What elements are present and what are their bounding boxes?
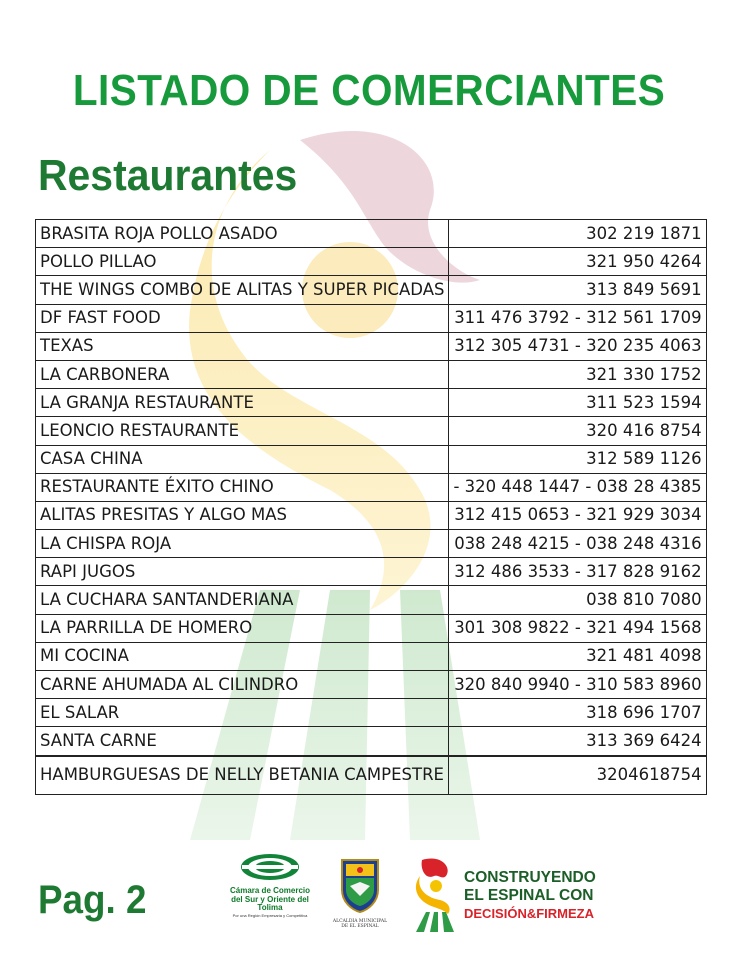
merchant-phone: 311 476 3792 - 312 561 1709 [449, 304, 706, 332]
table-row [36, 727, 707, 756]
camara-name-line2: del Sur y Oriente del Tolima [231, 894, 309, 912]
merchant-name: ALITAS PRESITAS Y ALGO MAS [36, 501, 449, 529]
merchant-phone: - 320 448 1447 - 038 28 4385 [449, 473, 706, 501]
table-row [36, 248, 707, 276]
merchant-name: LA CUCHARA SANTANDERIANA [36, 586, 449, 614]
table-row [36, 304, 707, 332]
merchant-phone: 312 486 3533 - 317 828 9162 [449, 558, 706, 586]
section-title: Restaurantes [38, 151, 298, 200]
merchant-name: LA CHISPA ROJA [36, 530, 449, 558]
construyendo-espinal-logo [412, 854, 612, 934]
merchant-phone: 320 416 8754 [449, 417, 706, 445]
alcaldia-line2: DE EL ESPINAL [341, 924, 379, 929]
merchant-phone: 313 849 5691 [449, 276, 706, 304]
coat-of-arms-icon [338, 856, 382, 914]
merchant-phone: 311 523 1594 [449, 389, 706, 417]
merchants-table [35, 219, 707, 795]
merchant-phone: 312 415 0653 - 321 929 3034 [449, 501, 706, 529]
alcaldia-logo [332, 856, 388, 929]
merchant-phone: 3204618754 [449, 756, 706, 795]
table-row [36, 360, 707, 388]
alcaldia-line1: ALCALDIA MUNICIPAL [332, 919, 388, 924]
merchant-phone: 318 696 1707 [449, 699, 706, 727]
table-row [36, 614, 707, 642]
merchant-name: TEXAS [36, 332, 449, 360]
merchant-name: MI COCINA [36, 642, 449, 670]
merchant-name: LA PARRILLA DE HOMERO [36, 614, 449, 642]
camara-tagline: Por una Región Empresaria y Competitiva [232, 912, 308, 918]
merchant-name: LA GRANJA RESTAURANTE [36, 389, 449, 417]
merchant-name: THE WINGS COMBO DE ALITAS Y SUPER PICADAS [36, 276, 449, 304]
table-row [36, 642, 707, 670]
table-row [36, 276, 707, 304]
camara-de-comercio-logo [220, 852, 320, 918]
espinal-emblem-icon [412, 854, 460, 932]
table-row [36, 586, 707, 614]
merchant-phone: 038 810 7080 [449, 586, 706, 614]
espinal-line2: EL ESPINAL CON [464, 887, 594, 904]
merchant-phone: 302 219 1871 [449, 220, 706, 248]
merchant-name: HAMBURGUESAS DE NELLY BETANIA CAMPESTRE [36, 756, 449, 795]
merchant-phone: 312 305 4731 - 320 235 4063 [449, 332, 706, 360]
table-row [36, 530, 707, 558]
table-row [36, 220, 707, 248]
merchant-phone: 312 589 1126 [449, 445, 706, 473]
table-row [36, 501, 707, 529]
table-row [36, 671, 707, 699]
table-row [36, 417, 707, 445]
table-row [36, 756, 707, 795]
merchant-phone: 321 950 4264 [449, 248, 706, 276]
merchant-name: LA CARBONERA [36, 360, 449, 388]
espinal-line3: DECISIÓN&FIRMEZA [464, 906, 594, 921]
page-title: LISTADO DE COMERCIANTES [72, 66, 666, 115]
table-row [36, 558, 707, 586]
espinal-line1: CONSTRUYENDO [464, 869, 596, 886]
merchant-name: EL SALAR [36, 699, 449, 727]
merchant-phone: 038 248 4215 - 038 248 4316 [449, 530, 706, 558]
merchant-phone: 321 330 1752 [449, 360, 706, 388]
page-number: Pag. 2 [38, 878, 147, 922]
merchant-phone: 313 369 6424 [449, 727, 706, 756]
merchant-name: CARNE AHUMADA AL CILINDRO [36, 671, 449, 699]
merchant-name: RESTAURANTE ÉXITO CHINO [36, 473, 449, 501]
merchant-name: BRASITA ROJA POLLO ASADO [36, 220, 449, 248]
table-row [36, 332, 707, 360]
merchant-name: SANTA CARNE [36, 727, 449, 756]
merchant-name: DF FAST FOOD [36, 304, 449, 332]
merchant-phone: 301 308 9822 - 321 494 1568 [449, 614, 706, 642]
table-row [36, 473, 707, 501]
table-row [36, 389, 707, 417]
merchant-name: RAPI JUGOS [36, 558, 449, 586]
merchant-name: POLLO PILLAO [36, 248, 449, 276]
table-row [36, 699, 707, 727]
merchant-name: CASA CHINA [36, 445, 449, 473]
camara-name-line1: Cámara de Comercio [229, 886, 311, 895]
merchant-name: LEONCIO RESTAURANTE [36, 417, 449, 445]
camara-emblem-icon [238, 852, 302, 882]
table-row [36, 445, 707, 473]
merchant-phone: 321 481 4098 [449, 642, 706, 670]
merchant-phone: 320 840 9940 - 310 583 8960 [449, 671, 706, 699]
